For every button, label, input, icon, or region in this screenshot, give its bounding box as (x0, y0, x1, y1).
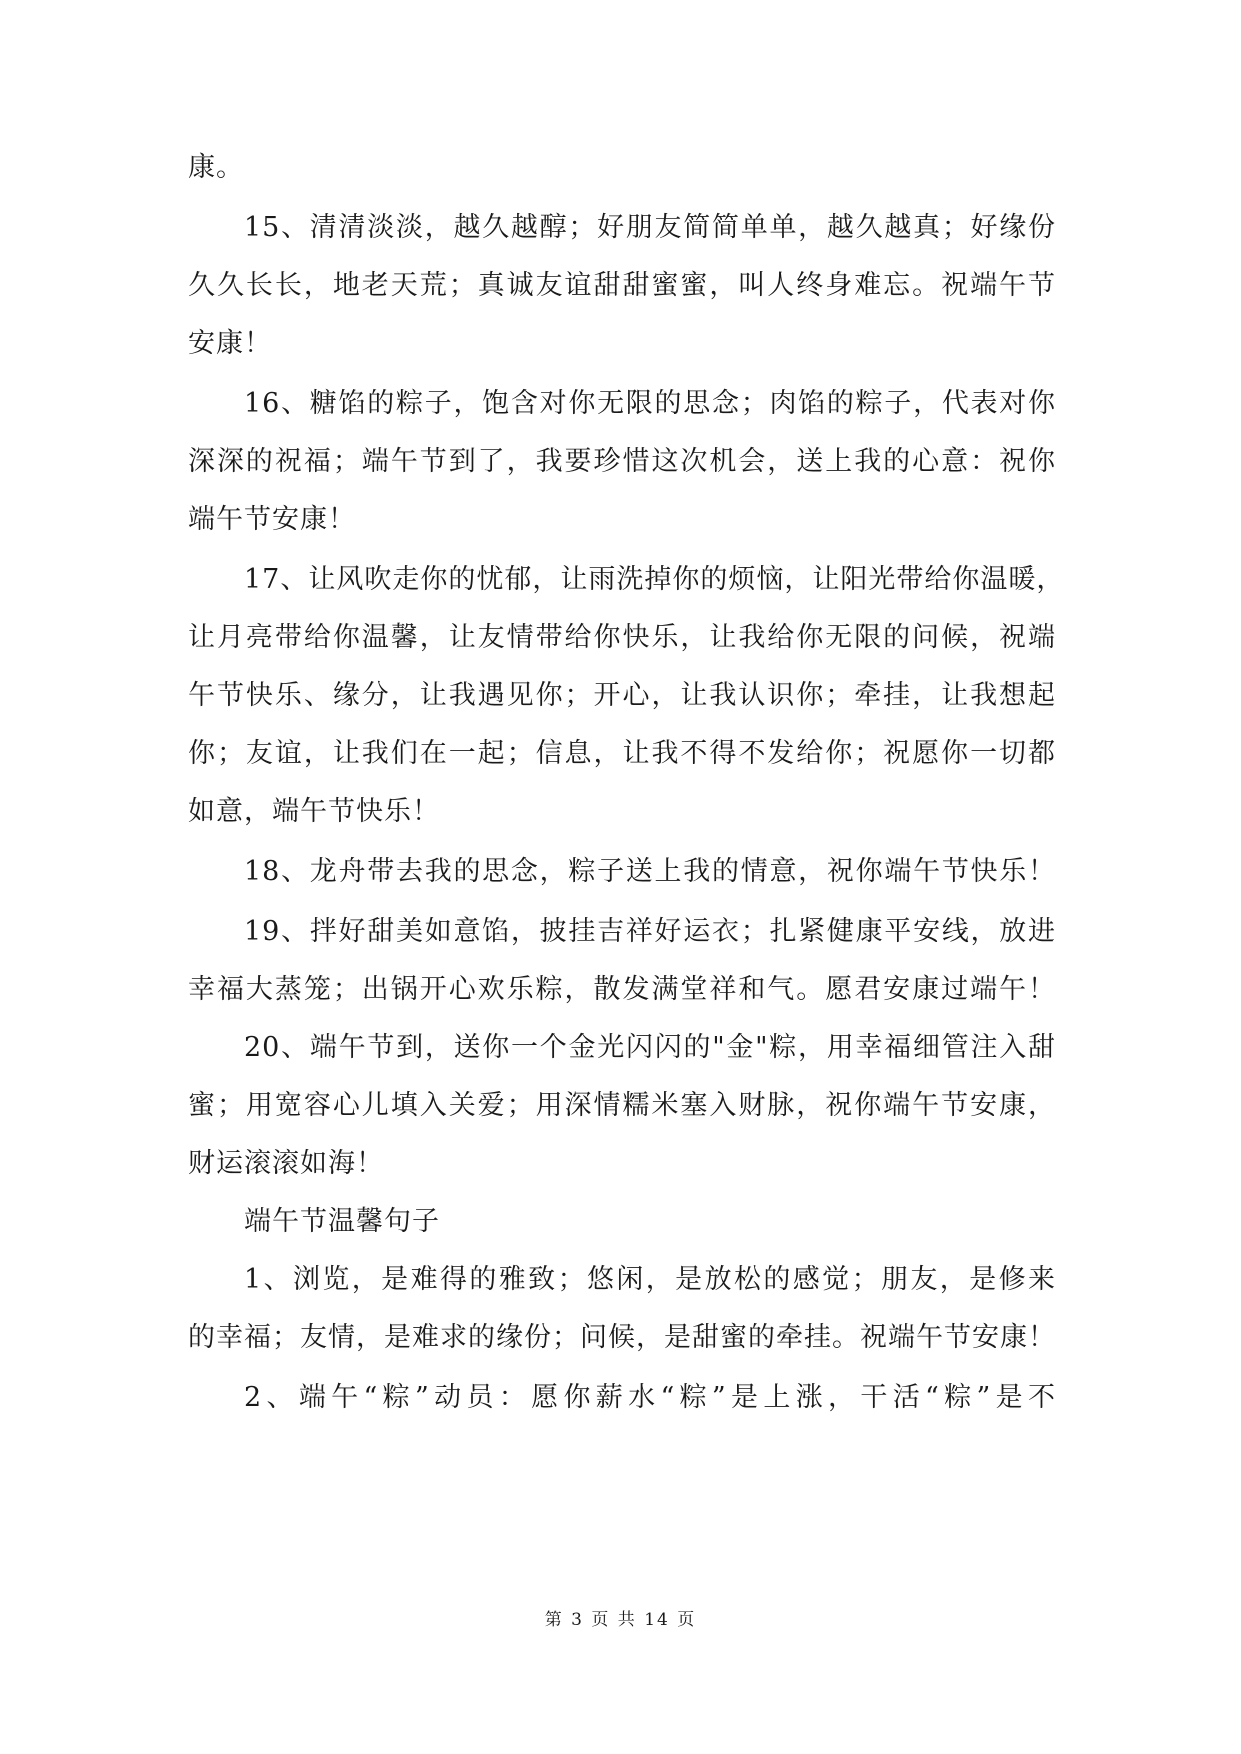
text-line: 久久长长，地老天荒；真诚友谊甜甜蜜蜜，叫人终身难忘。祝端午节 (188, 270, 1056, 301)
text-line: 16、糖馅的粽子，饱含对你无限的思念；肉馅的粽子，代表对你 (244, 388, 1056, 419)
text-line: 2、端午“粽”动员：愿你薪水“粽”是上涨，干活“粽”是不 (244, 1382, 1056, 1413)
text-line: 19、拌好甜美如意馅，披挂吉祥好运衣；扎紧健康平安线，放进 (244, 916, 1056, 947)
text-line: 17、让风吹走你的忧郁，让雨洗掉你的烦恼，让阳光带给你温暖， (244, 564, 1065, 595)
text-line: 幸福大蒸笼；出锅开心欢乐粽，散发满堂祥和气。愿君安康过端午！ (188, 974, 1056, 1005)
text-line: 午节快乐、缘分，让我遇见你；开心，让我认识你；牵挂，让我想起 (188, 680, 1056, 711)
text-line: 财运滚滚如海！ (188, 1148, 384, 1179)
text-line: 如意，端午节快乐！ (188, 796, 440, 827)
section-heading: 端午节温馨句子 (244, 1206, 440, 1237)
text-line: 1、浏览，是难得的雅致；悠闲，是放松的感觉；朋友，是修来 (244, 1264, 1056, 1295)
text-line: 20、端午节到，送你一个金光闪闪的"金"粽，用幸福细管注入甜 (244, 1032, 1056, 1063)
text-line: 的幸福；友情，是难求的缘份；问候，是甜蜜的牵挂。祝端午节安康！ (188, 1322, 1056, 1353)
text-line: 你；友谊，让我们在一起；信息，让我不得不发给你；祝愿你一切都 (188, 738, 1056, 769)
text-line: 让月亮带给你温馨，让友情带给你快乐，让我给你无限的问候，祝端 (188, 622, 1056, 653)
text-line: 深深的祝福；端午节到了，我要珍惜这次机会，送上我的心意：祝你 (188, 446, 1056, 477)
text-line: 15、清清淡淡，越久越醇；好朋友简简单单，越久越真；好缘份 (244, 212, 1056, 243)
text-line: 端午节安康！ (188, 504, 356, 535)
text-line: 康。 (188, 152, 244, 183)
text-line: 安康！ (188, 328, 272, 359)
text-line: 蜜；用宽容心儿填入关爱；用深情糯米塞入财脉，祝你端午节安康， (188, 1090, 1056, 1121)
page-number-footer: 第 3 页 共 14 页 (544, 1610, 697, 1630)
text-line: 18、龙舟带去我的思念，粽子送上我的情意，祝你端午节快乐！ (244, 856, 1056, 887)
